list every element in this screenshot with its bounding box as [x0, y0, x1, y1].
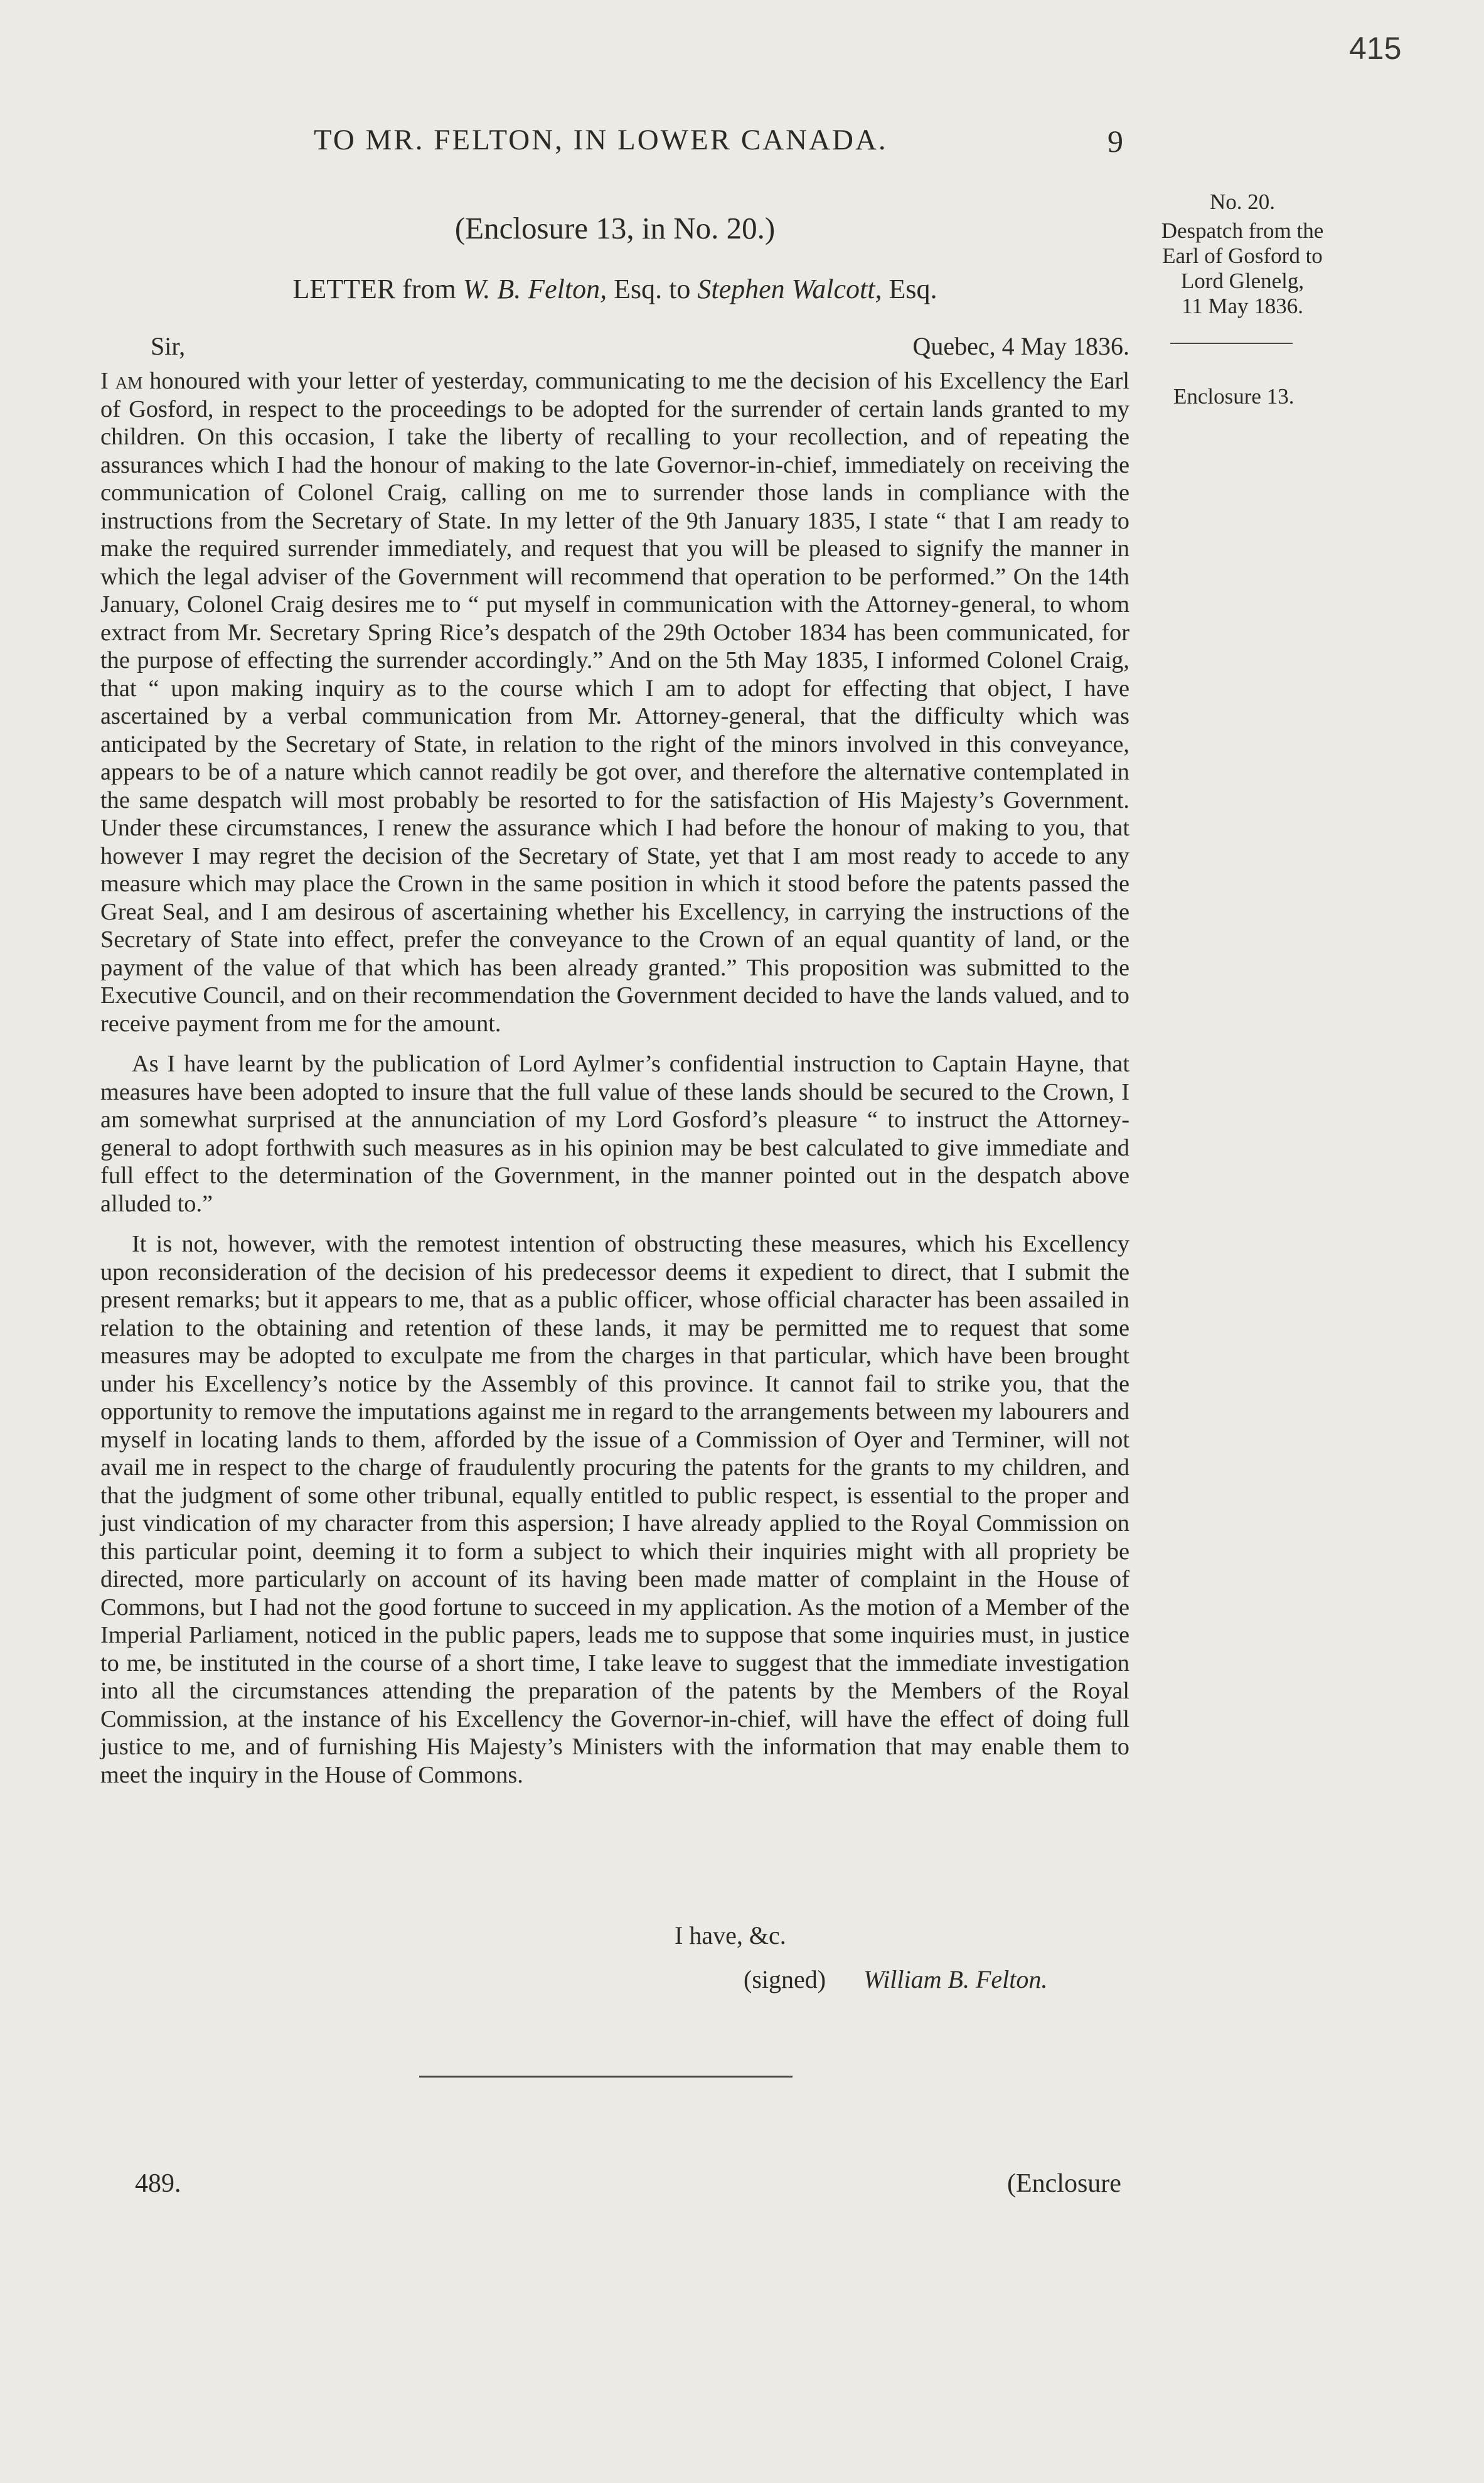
salutation: Sir,	[151, 332, 186, 360]
margin-enclosure-label: Enclosure 13.	[1173, 384, 1294, 409]
footer-catchword: (Enclosure	[1007, 2169, 1121, 2198]
signed-label: (signed)	[744, 1965, 826, 1993]
dateline: Quebec, 4 May 1836.	[912, 332, 1129, 360]
heading-mid: Esq. to	[607, 274, 698, 304]
section-rule	[419, 2076, 793, 2078]
margin-note	[1145, 190, 1340, 319]
heading-to: Stephen Walcott,	[697, 274, 882, 304]
closing: I have, &c.	[675, 1921, 786, 1949]
paragraph-text: honoured with your letter of yesterday, communicating to me the decision of his Excellency the Earl of Gosford, in respect to the proceedings to be adopted for the surrender of certain lands granted to my children. On this occasion, I take the liberty of recalling to your recollection, and of repeating the assurances which I had the honour of making to the late Governor-in-chief, immediately on receiving the communication of Colonel Craig, calling on me to surrender those lands in compliance with the instructions from the Secretary of State. In my letter of the 9th January 1835, I state “ that I am ready to make the required surrender immediately, and request that you will be pleased to signify the manner in which the legal adviser of the Government will recommend that operation to be performed.” On the 14th January, Colonel Craig desires me to “ put myself in communication with the Attorney-general, to whom extract from Mr. Secretary Spring Rice’s despatch of the 29th October 1834 has been communicated, for the purpose of effecting the surrender accordingly.” And on the 5th May 1835, I informed Colonel Craig, that “ upon making inquiry as to the course which I am to adopt for effecting that object, I have ascertained by a verbal communication from Mr. Attorney-general, that the difficulty which was anticipated by the Secretary of State, in relation to the right of the minors involved in this conveyance, appears to be of a nature which cannot readily be got over, and therefore the alternative contemplated in the same despatch will most probably be resorted to for the satisfaction of His Majesty’s Government. Under these circumstances, I renew the assurance which I had before the honour of making to you, that however I may regret the decision of the Secretary of State, yet that I am most ready to accede to any measure which may place the Crown in the same position in which it stood before the patents passed the Great Seal, and I am desirous of ascertaining whether his Excellency, in carrying the instructions of the Secretary of State into effect, prefer the conveyance to the Crown of an equal quantity of land, or the payment of the value of that which has been already granted.” This proposition was submitted to the Executive Council, and on their recommendation the Government decided to have the lands valued, and to receive payment from me for the amount.	[100, 368, 1129, 1037]
signature-line	[744, 1965, 1047, 1994]
margin-note-line: Lord Glenelg,	[1180, 269, 1305, 293]
heading-prefix: LETTER from	[292, 274, 463, 304]
enclosure-title: (Enclosure 13, in No. 20.)	[454, 211, 776, 245]
heading-suffix: Esq.	[882, 274, 937, 304]
paragraph: It is not, however, with the remotest intention of obstructing these measures, which his Excellency upon reconsideration of the decision of his predecessor deems it expedient to direct, that I submit the present remarks; but it appears to me, that as a public officer, whose official character has been assailed in relation to the obtaining and retention of these lands, it may be permitted me to request that some measures may be adopted to exculpate me from the charges in that particular, which have been brought under his Excellency’s notice by the Assembly of this province. It cannot fail to strike you, that the opportunity to remove the imputations against me in regard to the arrangements between my labourers and myself in locating lands to them, afforded by the issue of a Commission of Oyer and Terminer, will not avail me in respect to the charge of fraudulently procuring the patents for the grants to my children, and that the judgment of some other tribunal, equally entitled to public respect, is essential to the proper and just vindication of my character from this aspersion; I have already applied to the Royal Commission on this particular point, deeming it to form a subject to which their inquiries might with all propriety be directed, more particularly on account of its having been made matter of complaint in the House of Commons, but I had not the good fortune to succeed in my application. As the motion of a Member of the Imperial Parliament, noticed in the public papers, leads me to suppose that some inquiries must, in justice to me, be instituted in the course of a short time, I take leave to suggest that the immediate investigation into all the circumstances attending the preparation of the patents by the Members of the Royal Commission, at the instance of his Excellency the Governor-in-chief, will have the effect of doing full justice to me, and of furnishing His Majesty’s Ministers with the information that may enable them to meet the inquiry in the House of Commons.	[100, 1231, 1129, 1788]
letter-heading	[100, 273, 1129, 305]
running-head: TO MR. FELTON, IN LOWER CANADA.	[314, 124, 888, 156]
paragraph	[100, 367, 1129, 1038]
signature-name: William B. Felton.	[863, 1965, 1048, 1993]
margin-divider	[1170, 343, 1293, 344]
page-number-top: 415	[1349, 31, 1402, 66]
margin-note-line: Earl of Gosford to	[1162, 244, 1323, 268]
paragraph-lead: I am	[100, 368, 143, 394]
margin-note-number: No. 20.	[1209, 190, 1276, 214]
footer-signature-mark: 489.	[135, 2169, 181, 2198]
margin-note-line: Despatch from the	[1161, 218, 1324, 243]
heading-from: W. B. Felton,	[462, 274, 607, 304]
margin-note-line: 11 May 1836.	[1181, 294, 1304, 318]
folio: 9	[1108, 124, 1123, 159]
letter-text	[100, 367, 1129, 1801]
paragraph: As I have learnt by the publication of Lord Aylmer’s confidential instruction to Captain Hayne, that measures have been adopted to insure that the full value of these lands should be secured to the Crown, I am somewhat surprised at the annunciation of my Lord Gosford’s pleasure “ to instruct the Attorney-general to adopt forthwith such measures as in his opinion may be best calculated to give immediate and full effect to the determination of the Government, in the manner pointed out in the despatch above alluded to.”	[100, 1051, 1129, 1217]
